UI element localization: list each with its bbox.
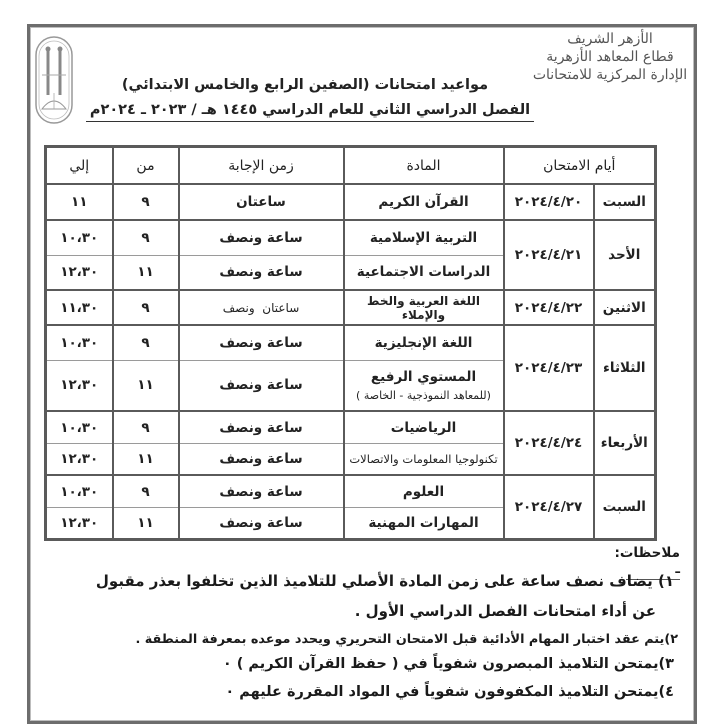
- org-line-2: قطاع المعاهد الأزهرية: [546, 49, 674, 65]
- day-cell: الثلاثاء: [594, 325, 656, 411]
- subject-cell: التربية الإسلامية: [344, 220, 504, 255]
- from-cell: ١١: [113, 443, 179, 475]
- day-cell: الاثنين: [594, 290, 656, 325]
- note-1-continuation: عن أداء امتحانات الفصل الدراسي الأول .: [354, 602, 656, 620]
- page-subtitle: الفصل الدراسي الثاني للعام الدراسي ١٤٤٥ هـ / ٢٠٢٣ ـ ٢٠٢٤م: [80, 102, 540, 118]
- date-cell: ٢٠٢٤/٤/٢١: [504, 220, 594, 290]
- to-cell: ١١: [46, 184, 113, 220]
- date-cell: ٢٠٢٤/٤/٢٢: [504, 290, 594, 325]
- subject-name: المستوي الرفيع: [370, 368, 477, 385]
- subject-cell: اللغة العربية والخط والإملاء: [344, 290, 504, 325]
- column-header-to: إلي: [46, 147, 113, 185]
- to-cell: ١٢،٣٠: [46, 255, 113, 290]
- date-cell: ٢٠٢٤/٤/٢٤: [504, 411, 594, 475]
- duration-cell: ساعة ونصف: [179, 507, 344, 539]
- table-row: [46, 184, 656, 220]
- note-1: ١) يضاف نصف ساعة على زمن المادة الأصلي للتلاميذ الذين تخلفوا بعذر مقبول: [95, 572, 674, 590]
- to-cell: ١٠،٣٠: [46, 220, 113, 255]
- from-cell: ١١: [113, 507, 179, 539]
- to-cell: ١١،٣٠: [46, 290, 113, 325]
- duration-cell: ساعة ونصف: [179, 360, 344, 411]
- subject-cell: العلوم: [344, 475, 504, 507]
- column-header-exam-days: أيام الامتحان: [504, 147, 656, 185]
- table-row: [46, 290, 656, 325]
- page-title: مواعيد امتحانات (الصفين الرابع والخامس الابتدائي): [121, 77, 489, 93]
- note-2: ٢)يتم عقد اختبار المهام الأدائية قبل الامتحان التحريري ويحدد موعده بمعرفة المنطقة .: [135, 632, 678, 647]
- day-cell: الأربعاء: [594, 411, 656, 475]
- from-cell: ٩: [113, 184, 179, 220]
- from-cell: ٩: [113, 411, 179, 443]
- organization-header: [530, 30, 690, 84]
- day-cell: السبت: [594, 184, 656, 220]
- to-cell: ١٢،٣٠: [46, 443, 113, 475]
- table-header-row: [46, 147, 656, 185]
- day-cell: الأحد: [594, 220, 656, 290]
- al-azhar-emblem-icon: [34, 35, 74, 125]
- date-cell: ٢٠٢٤/٤/٢٣: [504, 325, 594, 411]
- table-row: [46, 220, 656, 255]
- to-cell: ١٢،٣٠: [46, 507, 113, 539]
- duration-cell: ساعة ونصف: [179, 443, 344, 475]
- subject-cell: القرآن الكريم: [344, 184, 504, 220]
- duration-cell: ساعة ونصف: [179, 411, 344, 443]
- note-4: ٤)يمتحن التلاميذ المكفوفون شفوياً في المواد المقررة عليهم ٠: [225, 684, 674, 700]
- duration-cell: ساعة ونصف: [179, 475, 344, 507]
- duration-cell: ساعة ونصف: [179, 255, 344, 290]
- subject-note: (للمعاهد النموذجية - الخاصة ): [356, 388, 491, 402]
- subject-cell: تكنولوجيا المعلومات والاتصالات: [344, 443, 504, 475]
- duration-cell: ساعة ونصف: [179, 325, 344, 360]
- table-row: [46, 475, 656, 507]
- from-cell: ٩: [113, 325, 179, 360]
- to-cell: ١٠،٣٠: [46, 411, 113, 443]
- subject-cell: اللغة الإنجليزية: [344, 325, 504, 360]
- subject-cell: [344, 360, 504, 411]
- duration-cell: ساعتان: [179, 184, 344, 220]
- exam-schedule-table: [44, 145, 657, 541]
- column-header-subject: المادة: [344, 147, 504, 185]
- from-cell: ١١: [113, 360, 179, 411]
- table-row: [46, 325, 656, 360]
- org-line-1: الأزهر الشريف: [567, 31, 653, 47]
- duration-cell: ساعتان ونصف: [179, 290, 344, 325]
- to-cell: ١٠،٣٠: [46, 475, 113, 507]
- to-cell: ١٢،٣٠: [46, 360, 113, 411]
- note-3: ٣)يمتحن التلاميذ المبصرون شفوياً في ( حفظ القرآن الكريم ) ٠: [222, 656, 674, 672]
- duration-cell: ساعة ونصف: [179, 220, 344, 255]
- subject-cell: الرياضيات: [344, 411, 504, 443]
- to-cell: ١٠،٣٠: [46, 325, 113, 360]
- subject-cell: الدراسات الاجتماعية: [344, 255, 504, 290]
- from-cell: ٩: [113, 290, 179, 325]
- org-line-3: الإدارة المركزية للامتحانات: [532, 67, 688, 83]
- from-cell: ١١: [113, 255, 179, 290]
- date-cell: ٢٠٢٤/٤/٢٠: [504, 184, 594, 220]
- subject-cell: المهارات المهنية: [344, 507, 504, 539]
- column-header-duration: زمن الإجابة: [179, 147, 344, 185]
- column-header-from: من: [113, 147, 179, 185]
- notes-heading: ملاحظات: ـ: [626, 545, 680, 580]
- day-cell: السبت: [594, 475, 656, 539]
- from-cell: ٩: [113, 475, 179, 507]
- date-cell: ٢٠٢٤/٤/٢٧: [504, 475, 594, 539]
- table-row: [46, 411, 656, 443]
- from-cell: ٩: [113, 220, 179, 255]
